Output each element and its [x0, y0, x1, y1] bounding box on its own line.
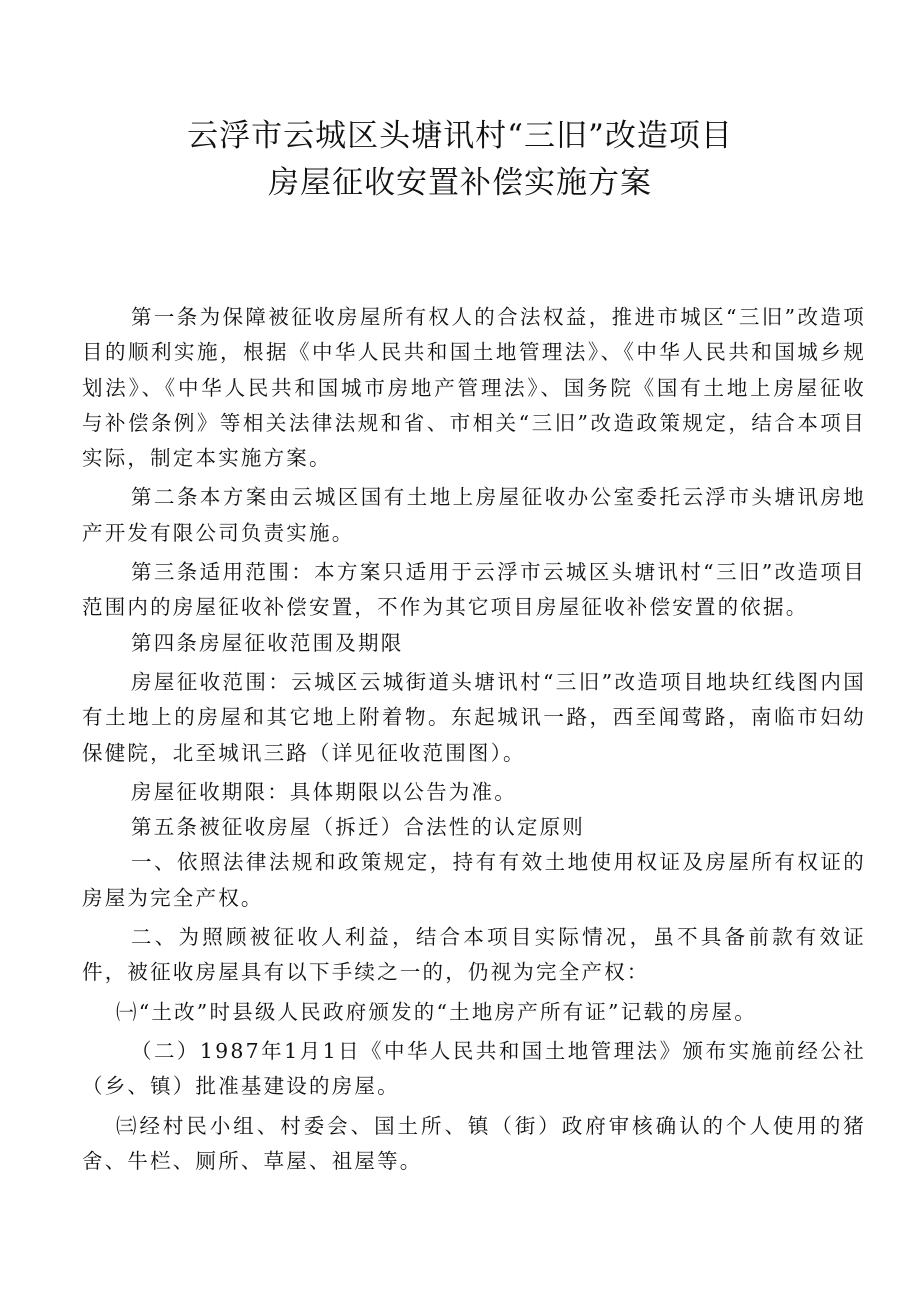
paragraph-article-4-heading: 第四条房屋征收范围及期限	[131, 630, 404, 655]
paragraph-item-2: （二）1987年1月1日《中华人民共和国土地管理法》颁布实施前经公社（乡、镇）批准基建设的房屋。	[82, 1038, 866, 1099]
document-title-line-1: 云浮市云城区头塘讯村“三旧”改造项目	[187, 118, 733, 154]
document-body	[82, 300, 866, 1179]
paragraph-expropriation-period: 房屋征收期限：具体期限以公告为准。	[131, 779, 517, 804]
paragraph-article-3: 第三条适用范围：本方案只适用于云浮市云城区头塘讯村“三旧”改造项目范围内的房屋征收补偿安置，不作为其它项目房屋征收补偿安置的依据。	[82, 560, 866, 620]
paragraph-article-5-heading: 第五条被征收房屋（拆迁）合法性的认定原则	[131, 815, 585, 840]
paragraph-article-2: 第二条本方案由云城区国有土地上房屋征收办公室委托云浮市头塘讯房地产开发有限公司负责实施。	[82, 485, 866, 545]
document-title-line-2: 房屋征收安置补偿实施方案	[268, 165, 652, 201]
paragraph-item-1: ㈠“土改”时县级人民政府颁发的“土地房产所有证”记载的房屋。	[116, 999, 757, 1024]
paragraph-expropriation-scope: 房屋征收范围：云城区云城街道头塘讯村“三旧”改造项目地块红线图内国有土地上的房屋和其它地上附着物。东起城讯一路，西至闻莺路，南临市妇幼保健院，北至城讯三路（详见征收范围图）。	[82, 669, 866, 765]
paragraph-item-3: ㈢经村民小组、村委会、国土所、镇（街）政府审核确认的个人使用的猪舍、牛栏、厕所、草屋、祖屋等。	[82, 1113, 866, 1173]
paragraph-clause-2: 二、为照顾被征收人利益，结合本项目实际情况，虽不具备前款有效证件，被征收房屋具有以下手续之一的，仍视为完全产权：	[82, 925, 866, 985]
paragraph-clause-1: 一、依照法律法规和政策规定，持有有效土地使用权证及房屋所有权证的房屋为完全产权。	[82, 850, 866, 910]
paragraph-article-1: 第一条为保障被征收房屋所有权人的合法权益，推进市城区“三旧”改造项目的顺利实施，根据《中华人民共和国土地管理法》、《中华人民共和国城乡规划法》、《中华人民共和国城市房地产管理法》、国务院《国有土地上房屋征收与补偿条例》等相关法律法规和省、市相关“三旧”改造政策规定，结合本项目实际，制定本实施方案。	[82, 305, 866, 471]
